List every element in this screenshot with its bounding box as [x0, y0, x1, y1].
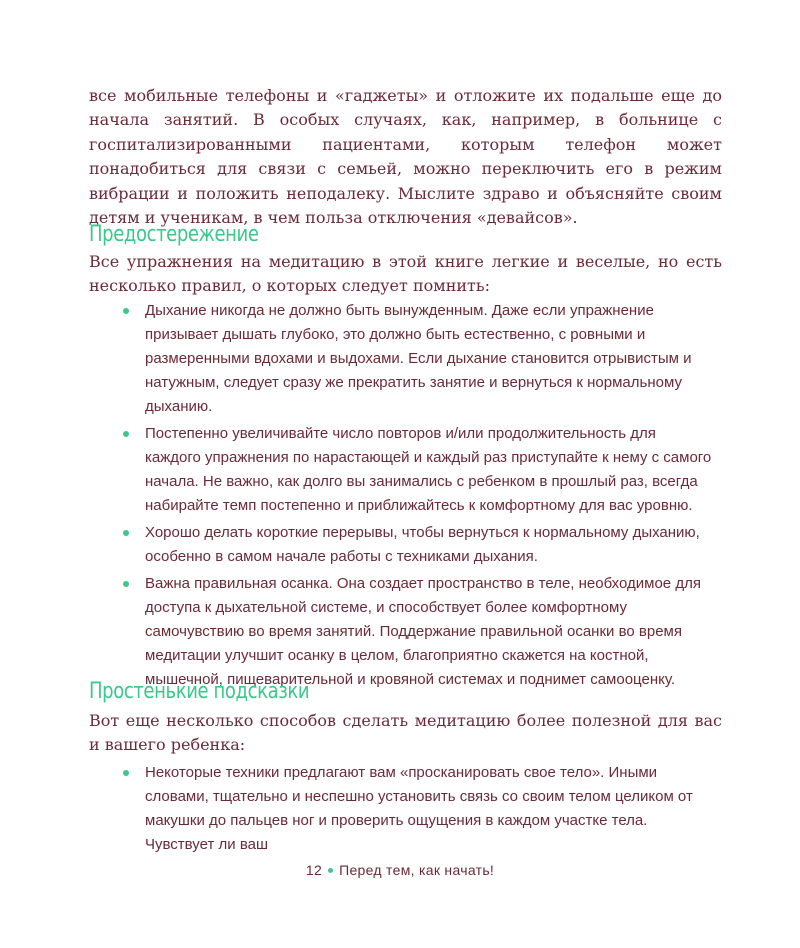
section-paragraph-tips: Вот еще несколько способов сделать медитацию более полезной для вас и вашего ребенка: [89, 711, 722, 755]
page-number: 12 [305, 862, 323, 878]
list-item: Некоторые техники предлагают вам «просканировать свое тело». Иными словами, тщательно и неспешно установить связь со своим телом целиком от макушки до пальцев ног и проверить ощущения в каждом участке тела. Чувствует ли ваш [123, 761, 715, 857]
page-footer [0, 862, 800, 878]
section-heading-tips: Простенькие подсказки [89, 679, 310, 704]
section-paragraph-warning: Все упражнения на медитацию в этой книге легкие и веселые, но есть несколько правил, о которых следует помнить: [89, 252, 722, 296]
list-item: Постепенно увеличивайте число повторов и/или продолжительность для каждого упражнения по нарастающей и каждый раз приступайте к нему с самого начала. Не важно, как долго вы занимались с ребенком в прошлый раз, всегда набирайте темп постепенно и приближайтесь к комфортному для вас уровню. [123, 422, 715, 518]
list-item: Дыхание никогда не должно быть вынужденным. Даже если упражнение призывает дышать глубоко, это должно быть естественно, с ровными и размеренными вдохами и выдохами. Если дыхание становится отрывистым и натужным, следует сразу же прекратить занятие и вернуться к нормальному дыханию. [123, 299, 715, 419]
chapter-title: Перед тем, как начать! [339, 862, 495, 878]
section-heading-warning: Предостережение [89, 222, 259, 247]
list-item: Хорошо делать короткие перерывы, чтобы вернуться к нормальному дыханию, особенно в самом начале работы с техниками дыхания. [123, 521, 715, 569]
list-item: Важна правильная осанка. Она создает пространство в теле, необходимое для доступа к дыхательной системе, и способствует более комфортному самочувствию во время занятий. Поддержание правильной осанки во время медитации улучшит осанку в целом, благоприятно скажется на костной, мышечной, пищеварительной и кровяной системах и поднимет самооценку. [123, 572, 715, 692]
bullet-list-warning [123, 299, 715, 695]
bullet-dot-icon [328, 868, 333, 873]
bullet-list-tips [123, 761, 715, 860]
intro-paragraph: все мобильные телефоны и «гаджеты» и отложите их подальше еще до начала занятий. В особых случаях, как, например, в больнице с госпитализированными пациентами, которым телефон может понадобиться для связи с семьей, можно переключить его в режим вибрации и положить неподалеку. Мыслите здраво и объясняйте своим детям и ученикам, в чем польза отключения «девайсов». [89, 86, 722, 228]
